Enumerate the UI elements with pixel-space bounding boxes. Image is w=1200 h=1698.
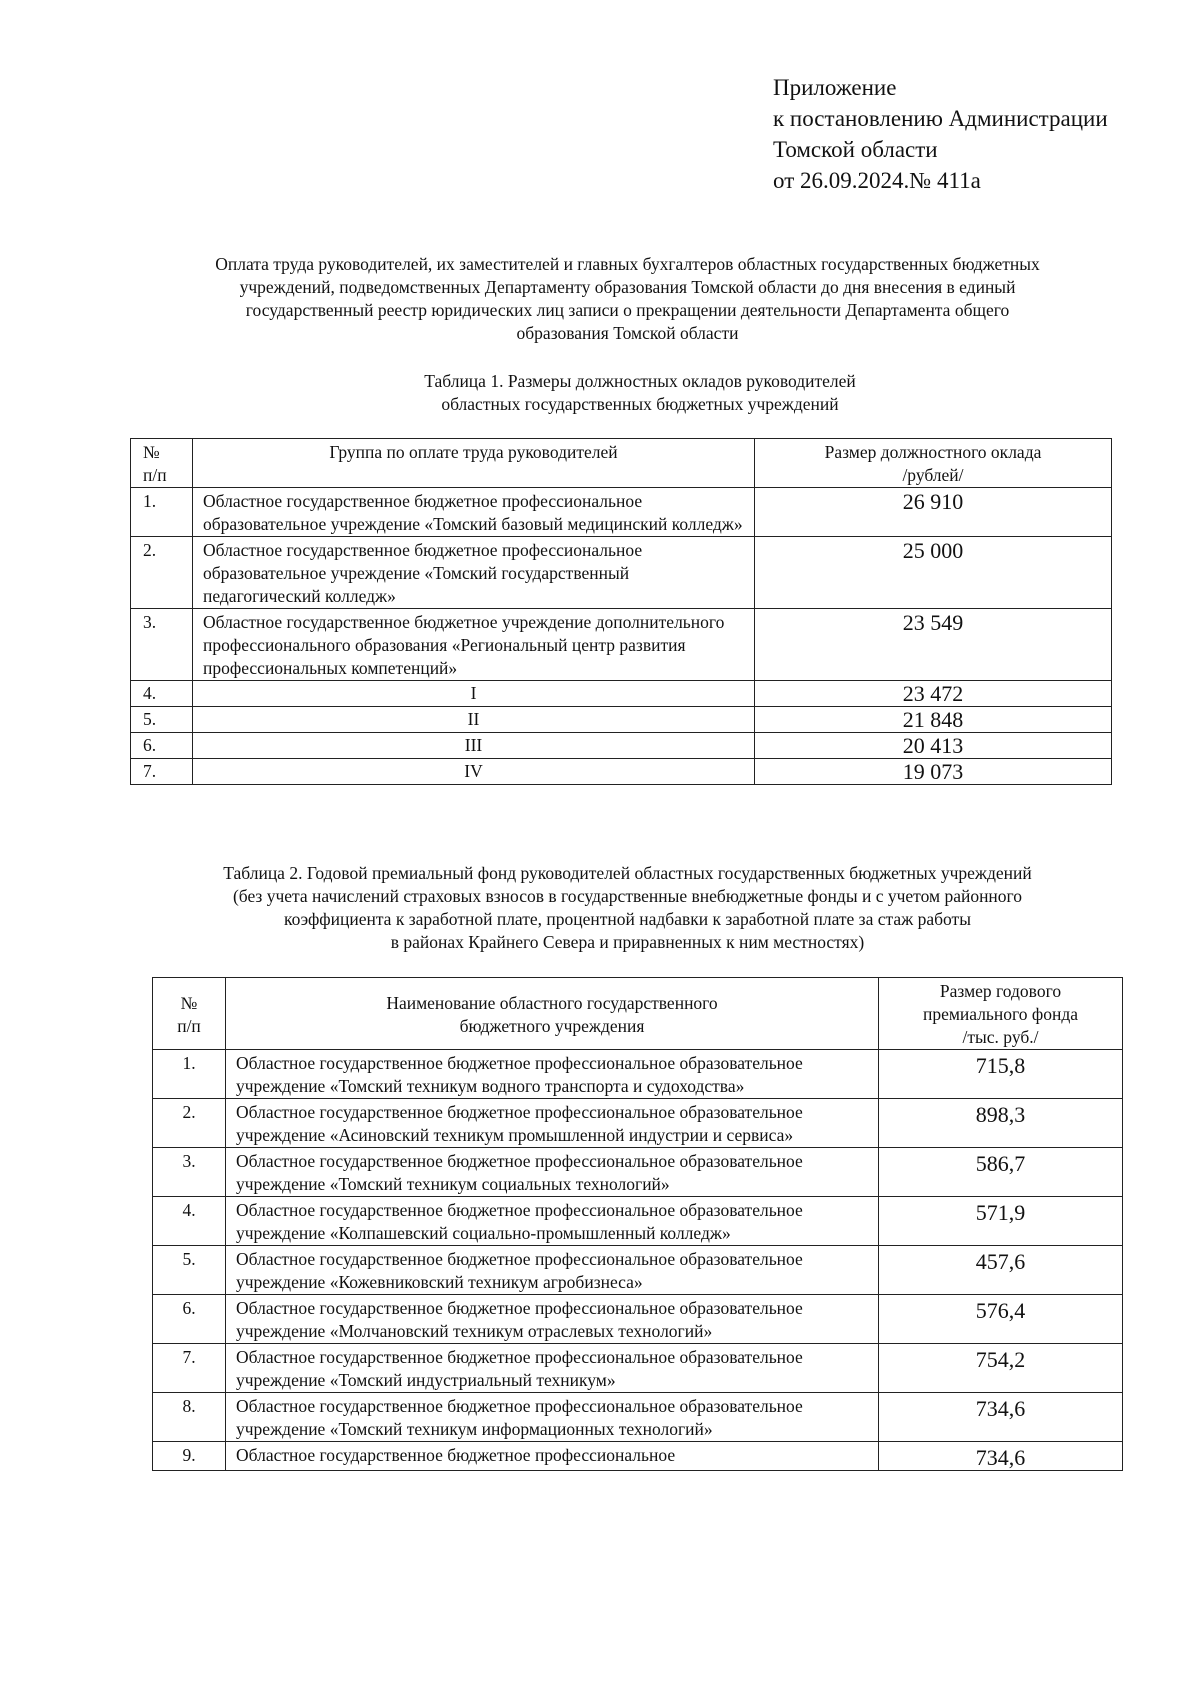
col-header-salary: Размер должностного оклада /рублей/ bbox=[755, 439, 1112, 488]
row-number: 5. bbox=[153, 1246, 226, 1295]
table-row bbox=[153, 1344, 1123, 1393]
table-row bbox=[131, 733, 1112, 759]
row-number: 9. bbox=[153, 1442, 226, 1471]
row-fund: 734,6 bbox=[879, 1442, 1123, 1471]
row-fund: 754,2 bbox=[879, 1344, 1123, 1393]
row-institution: Областное государственное бюджетное профессиональное образовательное учреждение «Томский техникум социальных технологий» bbox=[226, 1148, 879, 1197]
row-group: Областное государственное бюджетное профессиональное образовательное учреждение «Томский государственный педагогический колледж» bbox=[193, 537, 755, 609]
appendix-line: к постановлению Администрации bbox=[773, 106, 1108, 131]
row-number: 8. bbox=[153, 1393, 226, 1442]
row-salary: 19 073 bbox=[755, 759, 1112, 785]
table-row bbox=[153, 1099, 1123, 1148]
table-row bbox=[153, 1197, 1123, 1246]
row-group: Областное государственное бюджетное учреждение дополнительного профессионального образования «Региональный центр развития профессиональных компетенций» bbox=[193, 609, 755, 681]
row-fund: 586,7 bbox=[879, 1148, 1123, 1197]
caption-line: (без учета начислений страховых взносов в государственные внебюджетные фонды и с учетом районного bbox=[232, 886, 1023, 906]
table-row bbox=[153, 1050, 1123, 1099]
appendix-date: от 26.09.2024.№ 411а bbox=[773, 168, 981, 193]
row-number: 7. bbox=[153, 1344, 226, 1393]
title-line: Оплата труда руководителей, их заместителей и главных бухгалтеров областных государственных бюджетных bbox=[215, 254, 1040, 274]
table-row bbox=[153, 1295, 1123, 1344]
caption-line: в районах Крайнего Севера и приравненных к ним местностях) bbox=[390, 932, 865, 952]
row-institution: Областное государственное бюджетное профессиональное образовательное учреждение «Томский техникум информационных технологий» bbox=[226, 1393, 879, 1442]
title-line: учреждений, подведомственных Департаменту образования Томской области до дня внесения в единый bbox=[239, 277, 1016, 297]
row-number: 4. bbox=[153, 1197, 226, 1246]
table-row bbox=[131, 759, 1112, 785]
caption-line: областных государственных бюджетных учреждений bbox=[441, 394, 839, 414]
table-row bbox=[153, 1393, 1123, 1442]
row-number: 2. bbox=[153, 1099, 226, 1148]
row-group: II bbox=[193, 707, 755, 733]
row-group: I bbox=[193, 681, 755, 707]
table-row bbox=[153, 1148, 1123, 1197]
table-row bbox=[131, 537, 1112, 609]
row-salary: 21 848 bbox=[755, 707, 1112, 733]
row-number: 5. bbox=[131, 707, 193, 733]
row-number: 3. bbox=[131, 609, 193, 681]
row-fund: 457,6 bbox=[879, 1246, 1123, 1295]
table-row bbox=[131, 681, 1112, 707]
title-line: государственный реестр юридических лиц записи о прекращении деятельности Департамента общего bbox=[245, 300, 1010, 320]
row-salary: 23 549 bbox=[755, 609, 1112, 681]
document-title bbox=[130, 253, 1125, 345]
caption-line: Таблица 1. Размеры должностных окладов руководителей bbox=[424, 371, 856, 391]
table2-caption bbox=[130, 862, 1125, 954]
table1-caption bbox=[340, 370, 940, 416]
caption-line: коэффициента к заработной плате, процентной надбавки к заработной плате за стаж работы bbox=[284, 909, 971, 929]
row-institution: Областное государственное бюджетное профессиональное образовательное учреждение «Кожевниковский техникум агробизнеса» bbox=[226, 1246, 879, 1295]
col-header-group: Группа по оплате труда руководителей bbox=[193, 439, 755, 488]
row-fund: 571,9 bbox=[879, 1197, 1123, 1246]
table-row bbox=[153, 1442, 1123, 1471]
row-fund: 576,4 bbox=[879, 1295, 1123, 1344]
appendix-line: Томской области bbox=[773, 137, 938, 162]
col-header-name: Наименование областного государственного бюджетного учреждения bbox=[226, 978, 879, 1050]
table-row bbox=[131, 609, 1112, 681]
row-group: III bbox=[193, 733, 755, 759]
row-number: 4. bbox=[131, 681, 193, 707]
row-number: 2. bbox=[131, 537, 193, 609]
row-fund: 734,6 bbox=[879, 1393, 1123, 1442]
row-institution: Областное государственное бюджетное профессиональное образовательное учреждение «Томский индустриальный техникум» bbox=[226, 1344, 879, 1393]
appendix-block bbox=[773, 72, 1108, 196]
appendix-line: Приложение bbox=[773, 75, 897, 100]
col-header-fund: Размер годового премиального фонда /тыс. руб./ bbox=[879, 978, 1123, 1050]
table-row bbox=[131, 707, 1112, 733]
row-salary: 25 000 bbox=[755, 537, 1112, 609]
row-institution: Областное государственное бюджетное профессиональное образовательное учреждение «Колпашевский социально-промышленный колледж» bbox=[226, 1197, 879, 1246]
row-number: 3. bbox=[153, 1148, 226, 1197]
col-header-num: № п/п bbox=[131, 439, 193, 488]
caption-line: Таблица 2. Годовой премиальный фонд руководителей областных государственных бюджетных учреждений bbox=[223, 863, 1032, 883]
row-fund: 898,3 bbox=[879, 1099, 1123, 1148]
row-number: 1. bbox=[131, 488, 193, 537]
row-group: Областное государственное бюджетное профессиональное образовательное учреждение «Томский базовый медицинский колледж» bbox=[193, 488, 755, 537]
table-row bbox=[131, 488, 1112, 537]
bonus-fund-table bbox=[152, 977, 1123, 1471]
col-header-num: № п/п bbox=[153, 978, 226, 1050]
table-row bbox=[153, 1246, 1123, 1295]
row-number: 6. bbox=[153, 1295, 226, 1344]
table-header-row bbox=[153, 978, 1123, 1050]
row-institution: Областное государственное бюджетное профессиональное bbox=[226, 1442, 879, 1471]
row-group: IV bbox=[193, 759, 755, 785]
table-header-row bbox=[131, 439, 1112, 488]
title-line: образования Томской области bbox=[516, 323, 739, 343]
row-number: 6. bbox=[131, 733, 193, 759]
row-fund: 715,8 bbox=[879, 1050, 1123, 1099]
row-number: 7. bbox=[131, 759, 193, 785]
row-salary: 20 413 bbox=[755, 733, 1112, 759]
row-number: 1. bbox=[153, 1050, 226, 1099]
row-institution: Областное государственное бюджетное профессиональное образовательное учреждение «Асиновский техникум промышленной индустрии и сервиса» bbox=[226, 1099, 879, 1148]
row-salary: 23 472 bbox=[755, 681, 1112, 707]
salary-table bbox=[130, 438, 1112, 785]
row-institution: Областное государственное бюджетное профессиональное образовательное учреждение «Молчановский техникум отраслевых технологий» bbox=[226, 1295, 879, 1344]
row-salary: 26 910 bbox=[755, 488, 1112, 537]
row-institution: Областное государственное бюджетное профессиональное образовательное учреждение «Томский техникум водного транспорта и судоходства» bbox=[226, 1050, 879, 1099]
